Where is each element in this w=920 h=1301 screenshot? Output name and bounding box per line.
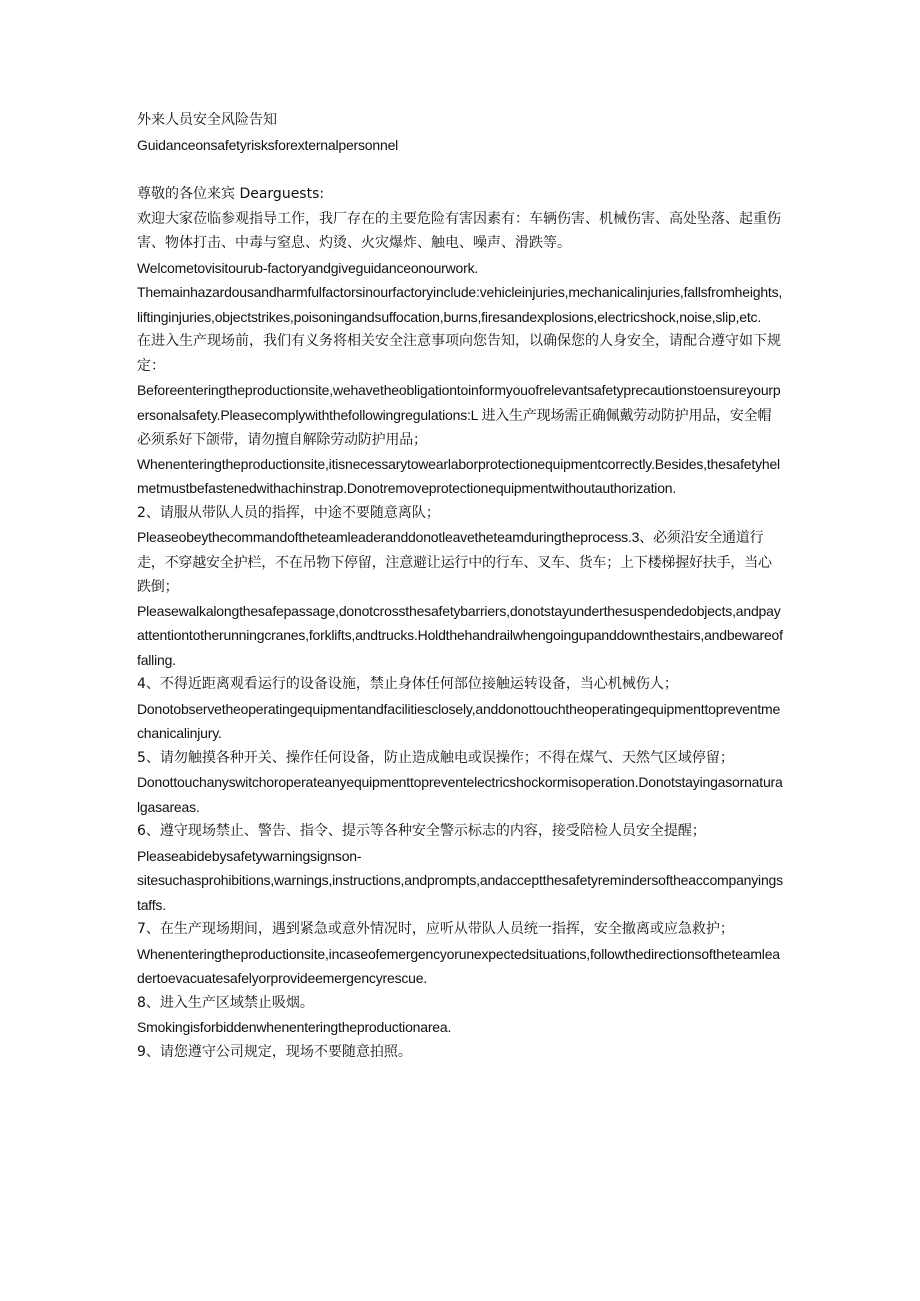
intro-en-2: Themainhazardousandharmfulfactorsinourfactoryinclude:vehicleinjuries,mechanicalinjuries,fallsfromheights,liftinginjuries,objectstrikes,poisoningandsuffocation,burns,firesandexplosions,electricshock,noise,slip,etc. bbox=[137, 284, 783, 325]
intro-cn: 欢迎大家莅临参观指导工作，我厂存在的主要危险有害因素有：车辆伤害、机械伤害、高处坠落、起重伤害、物体打击、中毒与窒息、灼烫、火灾爆炸、触电、噪声、滑跌等。 bbox=[137, 210, 781, 251]
rule8-cn: 8、进入生产区域禁止吸烟。 bbox=[137, 994, 314, 1011]
title-cn: 外来人员安全风险告知 bbox=[137, 112, 277, 128]
rule4-cn: 4、不得近距离观看运行的设备设施，禁止身体任何部位接触运转设备，当心机械伤人； bbox=[137, 676, 678, 692]
notice-en: Beforeenteringtheproductionsite,wehavetheobligationtoinformyouofrelevantsafetyprecautionstoensureyourpersonalsafety.Pleasecomplywiththefollowingregulations:L 进入生产现场需正确佩戴劳动防护用品，安全帽必须系好下颌带，请勿擅自解除劳动防护用品； bbox=[137, 382, 781, 447]
rule7-cn: 7、在生产现场期间，遇到紧急或意外情况时，应听从带队人员统一指挥，安全撤离或应急救护； bbox=[137, 921, 734, 937]
rule3-en: Pleasewalkalongthesafepassage,donotcrossthesafetybarriers,donotstayunderthesuspendedobjects,andpayattentiontotherunningcranes,forklifts,andtrucks.Holdthehandrailwhengoingupanddownthestairs,andbewareoffalling. bbox=[137, 602, 783, 668]
rule1-en: Whenenteringtheproductionsite,itisnecessarytowearlaborprotectionequipmentcorrectly.Besides,thesafetyhelmetmustbefastenedwithachinstrap.Donotremoveprotectionequipmentwithoutauthorization. bbox=[137, 455, 780, 496]
rule2-en: Pleaseobeythecommandoftheteamleaderanddonotleavetheteamduringtheprocess.3、必须沿安全通道行走，不穿越安全护栏，不在吊物下停留，注意避让运行中的行车、叉车、货车；上下楼梯握好扶手，当心跌倒； bbox=[137, 529, 772, 594]
rule7-en: Whenenteringtheproductionsite,incaseofemergencyorunexpectedsituations,followthedirectionsoftheteamleadertoevacuatesafelyorprovideemergencyrescue. bbox=[137, 945, 780, 986]
rule9-cn: 9、请您遵守公司规定，现场不要随意拍照。 bbox=[137, 1043, 412, 1060]
rule5-en: Donottouchanyswitchoroperateanyequipmenttopreventelectricshockormisoperation.Donotstayingasornaturalgasareas. bbox=[137, 774, 783, 815]
rule6-en-2: sitesuchasprohibitions,warnings,instructions,andprompts,andacceptthesafetyremindersoftheaccompanyingstaffs. bbox=[137, 872, 783, 913]
title-en: Guidanceonsafetyrisksforexternalpersonnel bbox=[137, 136, 399, 153]
rule6-en-1: Pleaseabidebysafetywarningsignson- bbox=[137, 847, 362, 864]
notice-cn: 在进入生产现场前，我们有义务将相关安全注意事项向您告知，以确保您的人身安全，请配合遵守如下规定： bbox=[137, 333, 781, 374]
rule4-en: Donotobservetheoperatingequipmentandfacilitiesclosely,anddonottouchtheoperatingequipmenttopreventmechanicalinjury. bbox=[137, 700, 781, 741]
greeting: 尊敬的各位来宾 Dearguests: bbox=[137, 186, 325, 202]
rule8-en: Smokingisforbiddenwhenenteringtheproductionarea. bbox=[137, 1019, 452, 1035]
document-page bbox=[137, 108, 785, 1064]
rule2-cn: 2、请服从带队人员的指挥，中途不要随意离队； bbox=[137, 504, 440, 521]
intro-en-1: Welcometovisitourub-factoryandgiveguidanceonourwork. bbox=[137, 259, 479, 276]
rule6-cn: 6、遵守现场禁止、警告、指令、提示等各种安全警示标志的内容，接受陪检人员安全提醒； bbox=[137, 823, 706, 839]
rule5-cn: 5、请勿触摸各种开关、操作任何设备，防止造成触电或误操作；不得在煤气、天然气区域停留； bbox=[137, 749, 734, 766]
